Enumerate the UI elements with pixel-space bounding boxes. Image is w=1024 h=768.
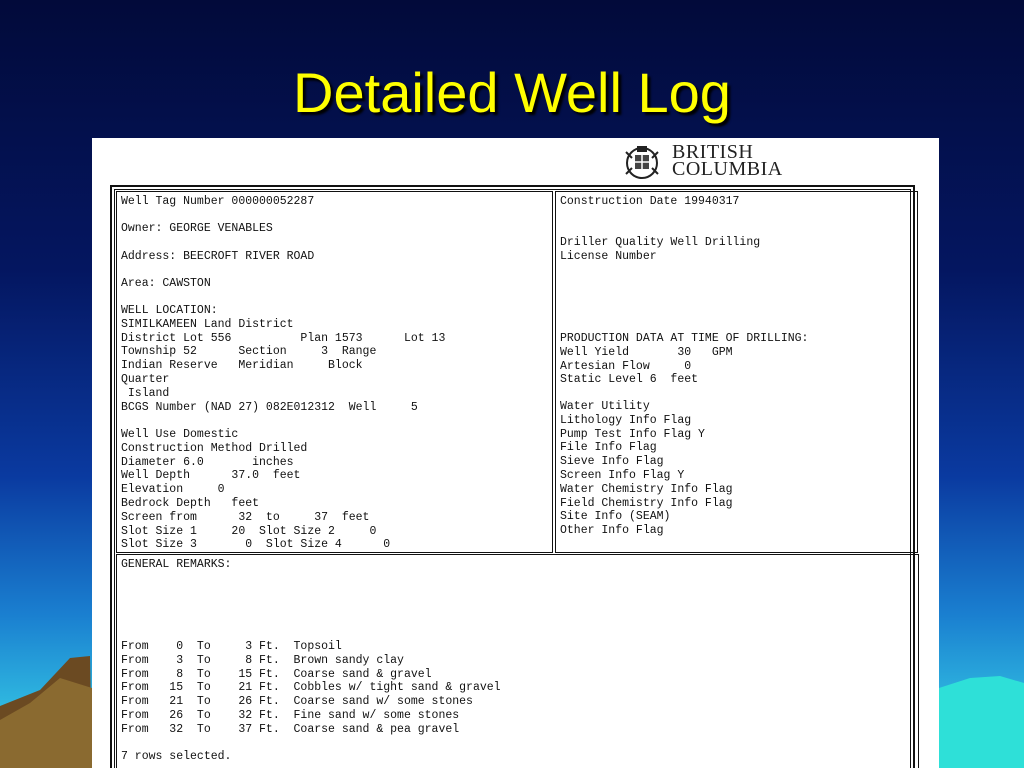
area: Area: CAWSTON — [121, 277, 211, 290]
location-line: WELL LOCATION: — [121, 304, 218, 317]
location-line: SIMILKAMEEN Land District — [121, 317, 294, 331]
production-line: PRODUCTION DATA AT TIME OF DRILLING: — [560, 332, 809, 345]
detail-line: Slot Size 3 0 Slot Size 4 0 — [121, 538, 391, 552]
table-row: From 0 To 3 Ft. Topsoil — [121, 640, 342, 653]
well-tag: Well Tag Number 000000052287 — [121, 195, 315, 208]
production-line: Well Yield 30 GPM — [560, 345, 733, 359]
owner: Owner: GEORGE VENABLES — [121, 222, 273, 235]
detail-line: Well Use Domestic — [121, 428, 239, 441]
info-line: Pump Test Info Flag Y — [560, 427, 705, 441]
info-line: Sieve Info Flag — [560, 455, 664, 469]
bc-logo — [622, 142, 792, 184]
detail-line: Construction Method Drilled — [121, 441, 308, 455]
detail-line: Bedrock Depth feet — [121, 497, 260, 510]
table-row: From 8 To 15 Ft. Coarse sand & gravel — [121, 667, 432, 681]
slide-title: Detailed Well Log — [293, 61, 731, 124]
table-row: From 32 To 37 Ft. Coarse sand & pea gravel — [121, 722, 460, 736]
address: Address: BEECROFT RIVER ROAD — [121, 250, 315, 263]
construction-panel — [555, 191, 918, 553]
driller: Driller Quality Well Drilling — [560, 236, 761, 249]
info-line: Water Chemistry Info Flag — [560, 482, 733, 496]
location-line: District Lot 556 Plan 1573 Lot 13 — [121, 331, 446, 345]
info-line: Lithology Info Flag — [560, 413, 692, 427]
detail-line: Well Depth 37.0 feet — [121, 469, 301, 483]
rows-selected-footer: 7 rows selected. — [121, 750, 232, 763]
logo-line-1: BRITISH — [672, 141, 754, 163]
construction-date: Construction Date 19940317 — [560, 195, 740, 208]
info-line: Field Chemistry Info Flag — [560, 496, 733, 510]
production-line: Artesian Flow 0 — [560, 359, 692, 373]
location-line: Quarter — [121, 373, 170, 386]
location-line: Indian Reserve Meridian Block — [121, 359, 363, 373]
info-line: File Info Flag — [560, 441, 657, 455]
table-row: From 15 To 21 Ft. Cobbles w/ tight sand & gravel — [121, 681, 501, 695]
info-line: Other Info Flag — [560, 524, 664, 538]
well-log-frame — [110, 185, 915, 768]
logo-line-2: COLUMBIA — [672, 158, 783, 180]
detail-line: Diameter 6.0 inches — [121, 455, 294, 469]
info-line: Screen Info Flag Y — [560, 469, 685, 482]
detail-line: Slot Size 1 20 Slot Size 2 0 — [121, 524, 377, 538]
location-line: Township 52 Section 3 Range — [121, 345, 377, 359]
info-line: Water Utility — [560, 400, 650, 413]
detail-line: Elevation 0 — [121, 483, 225, 497]
table-row: From 26 To 32 Ft. Fine sand w/ some stones — [121, 709, 460, 722]
info-line: Site Info (SEAM) — [560, 510, 671, 524]
well-info-panel — [116, 191, 553, 553]
table-row: From 3 To 8 Ft. Brown sandy clay — [121, 653, 404, 667]
location-line: BCGS Number (NAD 27) 082E012312 Well 5 — [121, 400, 418, 414]
license-number: License Number — [560, 250, 657, 263]
remarks-heading: GENERAL REMARKS: — [121, 558, 232, 571]
well-log-document — [92, 138, 939, 768]
table-row: From 21 To 26 Ft. Coarse sand w/ some stones — [121, 695, 473, 709]
production-line: Static Level 6 feet — [560, 373, 699, 387]
bc-crest-icon — [622, 144, 662, 182]
detail-line: Screen from 32 to 37 feet — [121, 510, 370, 524]
general-remarks-panel — [116, 554, 919, 768]
location-line: Island — [121, 386, 170, 400]
